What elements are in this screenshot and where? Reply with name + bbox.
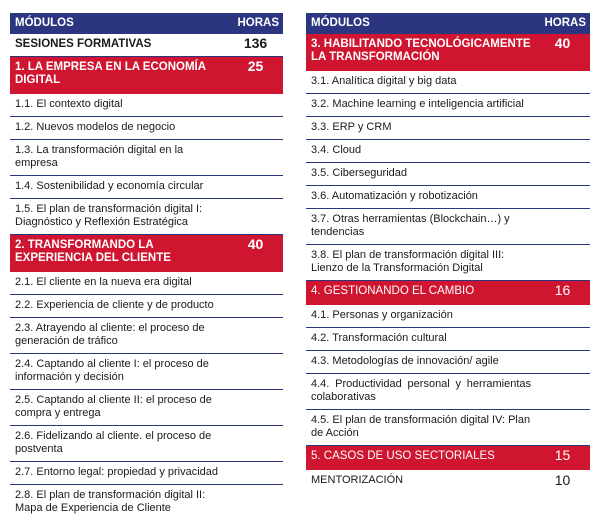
row-hours: 40: [247, 236, 264, 252]
table-row: [10, 318, 283, 354]
table-row: [10, 199, 283, 235]
row-label: 2.4. Captando al cliente I: el proceso de información y decisión: [15, 358, 209, 383]
table-row: [306, 410, 590, 446]
module-row: [306, 446, 590, 470]
row-label: 2.6. Fidelizando al cliente. el proceso de postventa: [15, 430, 212, 455]
row-label: 1.3. La transformación digital en la empresa: [15, 144, 184, 169]
table-row: [306, 163, 590, 186]
row-hours-empty: [535, 351, 590, 373]
module-row: [10, 57, 283, 94]
row-label: 3.1. Analítica digital y big data: [311, 75, 457, 87]
row-label: 3.8. El plan de transformación digital III: Lienzo de la Transformación Digital: [311, 249, 505, 274]
table-row: [10, 462, 283, 485]
row-hours-empty: [535, 305, 590, 327]
row-hours: 10: [554, 472, 571, 488]
row-label: 3.4. Cloud: [311, 144, 362, 156]
row-label: 2.2. Experiencia de cliente y de producto: [15, 299, 214, 311]
row-label: 2.8. El plan de transformación digital II: Mapa de Experiencia de Cliente: [15, 489, 206, 514]
row-label: 1.4. Sostenibilidad y economía circular: [15, 180, 204, 192]
row-label: 2.5. Captando al cliente II: el proceso de compra y entrega: [15, 394, 212, 419]
row-hours-empty: [228, 117, 283, 139]
row-label: 1.5. El plan de transformación digital I: Diagnóstico y Reflexión Estratégica: [15, 203, 203, 228]
row-hours-empty: [535, 410, 590, 445]
row-hours-empty: [535, 209, 590, 244]
row-hours-empty: [228, 94, 283, 116]
row-hours-empty: [535, 163, 590, 185]
row-hours-empty: [535, 71, 590, 93]
table-row: [10, 485, 283, 521]
table-row: [10, 94, 283, 117]
row-label: 3.5. Ciberseguridad: [311, 167, 408, 179]
modules-table-left: [10, 13, 283, 521]
row-hours-empty: [535, 245, 590, 280]
table-row: [10, 140, 283, 176]
table-row: [306, 470, 590, 493]
row-label: 3.3. ERP y CRM: [311, 121, 392, 133]
row-label: 5. CASOS DE USO SECTORIALES: [311, 450, 495, 462]
table-header: [10, 13, 283, 34]
row-label: 4.3. Metodologías de innovación/ agile: [311, 355, 499, 367]
row-label: 3.7. Otras herramientas (Blockchain…) y tendencias: [311, 213, 510, 238]
row-label: 4.1. Personas y organización: [311, 309, 453, 321]
row-hours-empty: [535, 117, 590, 139]
row-hours-empty: [228, 426, 283, 461]
row-hours-empty: [535, 140, 590, 162]
table-row: [306, 117, 590, 140]
row-hours-empty: [228, 199, 283, 234]
table-row: [306, 328, 590, 351]
row-label: 4. GESTIONANDO EL CAMBIO: [311, 285, 475, 297]
table-row: [306, 71, 590, 94]
row-hours-empty: [535, 328, 590, 350]
table-row: [10, 272, 283, 295]
row-label: 2. TRANSFORMANDO LA EXPERIENCIA DEL CLIENTE: [15, 239, 171, 264]
row-label: 1. LA EMPRESA EN LA ECONOMÍA DIGITAL: [15, 61, 206, 86]
row-label: MENTORIZACIÓN: [311, 474, 404, 486]
row-label: 2.7. Entorno legal: propiedad y privacidad: [15, 466, 219, 478]
table-row: [10, 176, 283, 199]
header-modules: MÓDULOS: [311, 17, 370, 29]
row-hours-empty: [228, 354, 283, 389]
row-hours-empty: [228, 176, 283, 198]
row-hours: 40: [554, 35, 571, 51]
row-label: 4.5. El plan de transformación digital IV: Plan de Acción: [311, 414, 531, 439]
table-row: [306, 374, 590, 410]
row-hours-empty: [535, 186, 590, 208]
table-row: [306, 351, 590, 374]
table-row: [306, 209, 590, 245]
table-row: [10, 295, 283, 318]
table-row: [306, 186, 590, 209]
row-label: SESIONES FORMATIVAS: [15, 38, 152, 50]
row-hours: 15: [554, 447, 571, 463]
row-hours-empty: [228, 390, 283, 425]
table-row: [10, 426, 283, 462]
table-row: [10, 34, 283, 57]
header-hours: HORAS: [544, 17, 586, 29]
row-label: 3. HABILITANDO TECNOLÓGICAMENTE LA TRANSFORMACIÓN: [311, 38, 531, 63]
row-label: 3.6. Automatización y robotización: [311, 190, 478, 202]
row-hours-empty: [228, 140, 283, 175]
module-row: [306, 281, 590, 305]
row-label: 4.2. Transformación cultural: [311, 332, 447, 344]
modules-table-right: [306, 13, 590, 493]
header-hours: HORAS: [237, 17, 279, 29]
row-hours-empty: [228, 272, 283, 294]
row-label: 2.3. Atrayendo al cliente: el proceso de generación de tráfico: [15, 322, 205, 347]
table-row: [306, 245, 590, 281]
table-row: [306, 94, 590, 117]
row-hours: 136: [243, 35, 268, 51]
module-row: [306, 34, 590, 71]
module-row: [10, 235, 283, 272]
table-row: [10, 354, 283, 390]
row-label: 1.2. Nuevos modelos de negocio: [15, 121, 176, 133]
row-hours-empty: [228, 462, 283, 484]
row-label: 4.4. Productividad personal y herramientas colaborativas: [311, 378, 531, 403]
row-hours: 16: [554, 282, 571, 298]
table-row: [10, 390, 283, 426]
header-modules: MÓDULOS: [15, 17, 74, 29]
table-row: [10, 117, 283, 140]
row-hours-empty: [535, 374, 590, 409]
row-label: 3.2. Machine learning e inteligencia artificial: [311, 98, 524, 110]
table-header: [306, 13, 590, 34]
row-hours-empty: [228, 295, 283, 317]
table-row: [306, 305, 590, 328]
row-label: 1.1. El contexto digital: [15, 98, 123, 110]
table-row: [306, 140, 590, 163]
row-label: 2.1. El cliente en la nueva era digital: [15, 276, 192, 288]
row-hours-empty: [228, 485, 283, 521]
row-hours: 25: [247, 58, 264, 74]
row-hours-empty: [535, 94, 590, 116]
row-hours-empty: [228, 318, 283, 353]
